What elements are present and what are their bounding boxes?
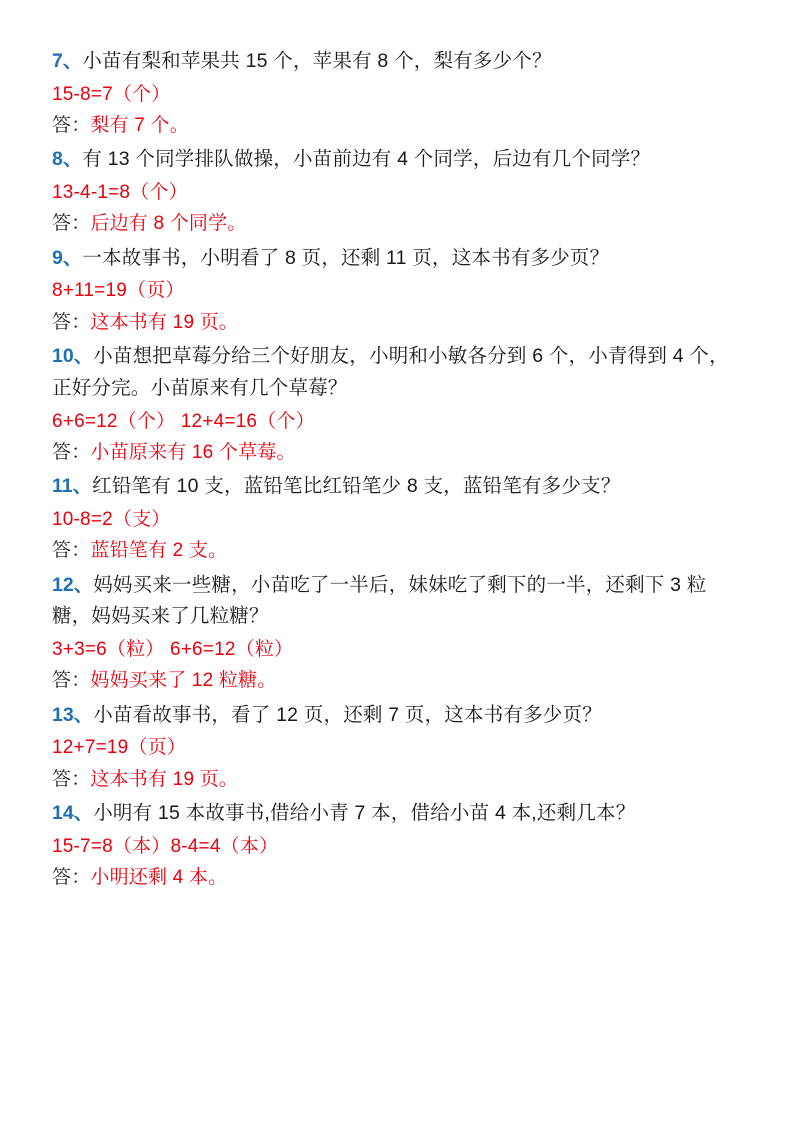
problem-number: 7、 <box>52 50 83 72</box>
question-line <box>52 341 741 404</box>
answer-text: 妈妈买来了 12 粒糖。 <box>90 670 277 692</box>
question-text: 红铅笔有 10 支，蓝铅笔比红铅笔少 8 支，蓝铅笔有多少支？ <box>92 475 621 498</box>
work-line: 6+6=12（个） 12+4=16（个） <box>52 410 315 432</box>
problem-number: 13、 <box>52 703 94 726</box>
question-text: 一本故事书，小明看了 8 页，还剩 11 页，这本书有多少页？ <box>82 246 610 269</box>
answer-text: 蓝铅笔有 2 支。 <box>90 540 228 562</box>
answer-text: 梨有 7 个。 <box>90 115 189 137</box>
question-line <box>52 46 741 78</box>
problem-item <box>52 46 741 140</box>
answer-label: 答： <box>52 670 91 692</box>
question-text: 妈妈买来一些糖，小苗吃了一半后，妹妹吃了剩下的一半，还剩下 3 粒糖，妈妈买来了几粒糖？ <box>52 573 707 628</box>
answer-line <box>52 111 741 140</box>
question-line <box>52 471 741 503</box>
question-text: 小苗想把草莓分给三个好朋友，小明和小敏各分到 6 个，小青得到 4 个，正好分完。小苗原来有几个草莓？ <box>52 345 729 399</box>
problem-number: 8、 <box>52 148 83 171</box>
answer-line <box>52 308 741 337</box>
answer-text: 小明还剩 4 本。 <box>90 867 228 889</box>
problem-item <box>52 700 741 794</box>
question-text: 有 13 个同学排队做操，小苗前边有 4 个同学，后边有几个同学？ <box>82 148 651 171</box>
question-line <box>52 144 741 176</box>
answer-text: 这本书有 19 页。 <box>90 768 239 790</box>
answer-label: 答： <box>52 441 91 463</box>
question-text: 小明有 15 本故事书,借给小青 7 本，借给小苗 4 本,还剩几本？ <box>93 802 636 825</box>
answer-line <box>52 863 741 892</box>
problem-number: 11、 <box>52 475 93 498</box>
problem-item <box>52 471 741 565</box>
answer-line <box>52 666 741 695</box>
question-line <box>52 243 741 275</box>
problem-number: 14、 <box>52 802 94 825</box>
answer-line <box>52 209 741 238</box>
work-line: 12+7=19（页） <box>52 737 187 759</box>
work-line: 8+11=19（页） <box>52 280 185 302</box>
work-line: 3+3=6（粒） 6+6=12（粒） <box>52 639 294 660</box>
problem-number: 9、 <box>52 246 83 269</box>
answer-line <box>52 765 741 794</box>
question-text: 小苗有梨和苹果共 15 个，苹果有 8 个，梨有多少个？ <box>82 50 552 72</box>
answer-text: 小苗原来有 16 个草莓。 <box>90 441 296 463</box>
problem-item <box>52 798 741 892</box>
problem-item <box>52 341 741 467</box>
answer-label: 答： <box>52 768 91 790</box>
answer-label: 答： <box>52 213 91 235</box>
problem-number: 12、 <box>52 573 94 596</box>
question-line <box>52 700 741 732</box>
problem-item <box>52 144 741 238</box>
work-line: 15-7=8（本）8-4=4（本） <box>52 835 279 857</box>
work-line: 15-8=7（个） <box>52 83 171 105</box>
answer-line <box>52 438 741 467</box>
answer-label: 答： <box>52 867 91 889</box>
answer-text: 后边有 8 个同学。 <box>90 213 247 235</box>
answer-line <box>52 536 741 565</box>
problem-item <box>52 570 741 696</box>
answer-label: 答： <box>52 115 91 137</box>
question-line <box>52 798 741 830</box>
problem-item <box>52 243 741 337</box>
problem-number: 10、 <box>52 345 94 368</box>
question-text: 小苗看故事书，看了 12 页，还剩 7 页，这本书有多少页？ <box>93 703 602 726</box>
question-line <box>52 570 741 633</box>
answer-label: 答： <box>52 311 91 333</box>
answer-label: 答： <box>52 540 91 562</box>
answer-text: 这本书有 19 页。 <box>90 311 239 333</box>
work-line: 10-8=2（支） <box>52 508 171 530</box>
work-line: 13-4-1=8（个） <box>52 182 188 204</box>
